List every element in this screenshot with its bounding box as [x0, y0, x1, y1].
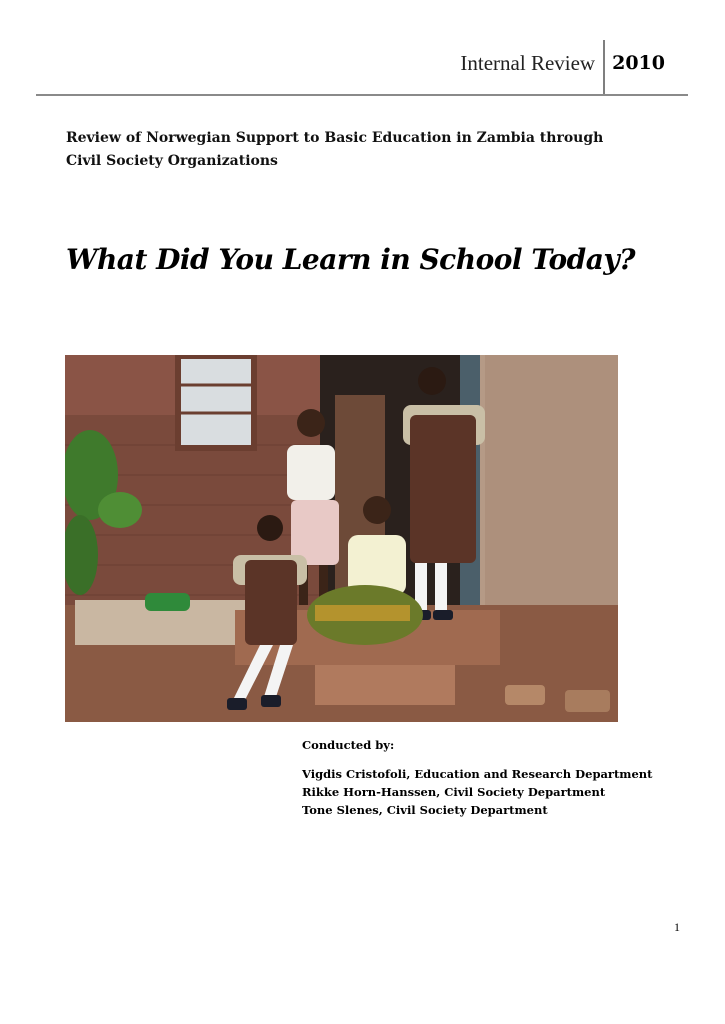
conducted-by-label: Conducted by:	[302, 738, 395, 752]
running-header	[460, 40, 687, 94]
header-year: 2010	[612, 52, 665, 74]
header-rule	[36, 94, 688, 96]
subtitle-line-2: Civil Society Organizations	[66, 153, 278, 169]
author-item: Rikke Horn-Hanssen, Civil Society Department	[302, 785, 606, 799]
header-title: Internal Review	[460, 51, 596, 75]
report-title: What Did You Learn in School Today?	[66, 243, 636, 276]
stone	[565, 690, 610, 712]
subtitle-line-1: Review of Norwegian Support to Basic Education in Zambia through	[66, 130, 604, 146]
author-item: Vigdis Cristofoli, Education and Research Department	[302, 767, 653, 781]
author-list	[302, 765, 702, 819]
lower-step	[315, 665, 455, 705]
plaster-shade	[485, 355, 618, 605]
author-item: Tone Slenes, Civil Society Department	[302, 803, 548, 817]
cover-photo-illustration	[65, 355, 618, 722]
green-bag	[145, 593, 190, 611]
page-number: 1	[674, 920, 680, 934]
stone	[505, 685, 545, 705]
report-subtitle	[66, 127, 666, 173]
cover-photo	[65, 355, 618, 722]
window-glass	[181, 359, 251, 445]
